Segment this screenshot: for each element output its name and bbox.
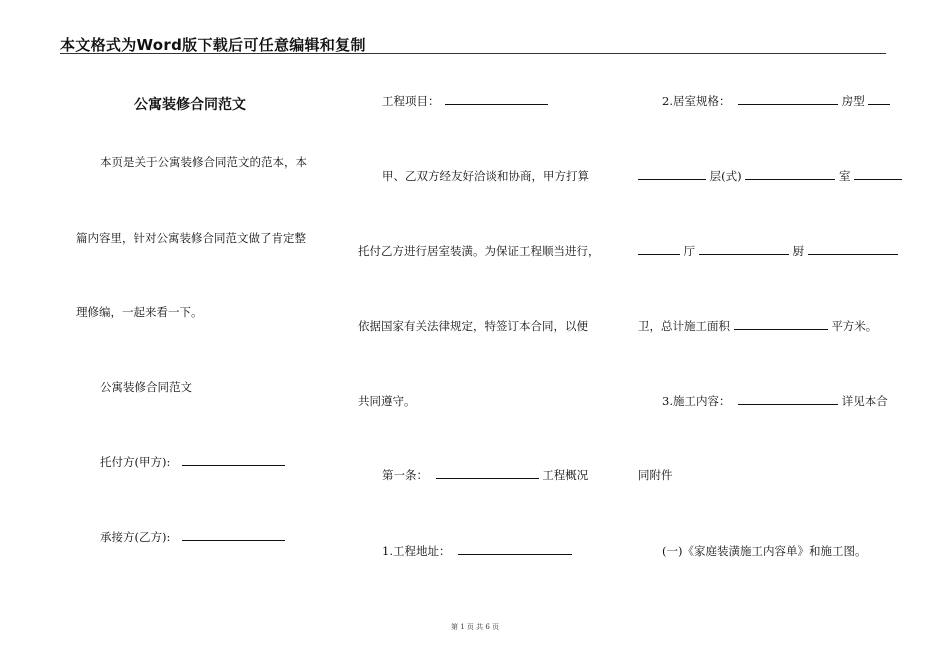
spec-label: 2.居室规格：: [662, 94, 731, 108]
kitchen-blank: [699, 243, 789, 255]
kitchen-tail-blank: [808, 243, 898, 255]
article-1-label: 第一条：: [382, 468, 428, 482]
preamble-line-1: 甲、乙双方经友好洽谈和协商，甲方打算: [382, 169, 589, 183]
address-blank: [458, 543, 572, 555]
content-field: [662, 393, 888, 409]
preamble-line-2: 托付乙方进行居室装潢。为保证工程顺当进行，: [358, 244, 600, 258]
floor-blank: [638, 168, 706, 180]
address-label: 1.工程地址：: [382, 544, 451, 558]
room-type-label: 房型: [841, 94, 865, 108]
room-type-blank: [868, 93, 890, 105]
spec-field: [662, 93, 890, 109]
content-note: 详见本合: [841, 394, 888, 408]
preamble-line-3: 依据国家有关法律规定，特签订本合同，以便: [358, 319, 588, 333]
kitchen-label: 厨: [792, 244, 804, 258]
document-header: 本文格式为Word版下载后可任意编辑和复制: [60, 36, 366, 54]
room-label: 室: [838, 169, 851, 183]
page-number: 第 1 页 共 6 页: [450, 623, 500, 631]
header-divider: [60, 53, 886, 54]
project-label: 工程项目：: [382, 94, 440, 108]
area-blank: [734, 318, 828, 330]
hall-label: 厅: [683, 244, 696, 258]
attachment-line: 同附件: [638, 468, 673, 482]
project-field: [382, 93, 548, 109]
intro-line-3: 理修编，一起来看一下。: [76, 305, 203, 319]
party-a-blank: [182, 454, 285, 466]
content-blank: [738, 393, 838, 405]
address-field: [382, 543, 572, 559]
area-label: 卫，总计施工面积: [638, 319, 730, 333]
document-title: 公寓装修合同范文: [134, 97, 246, 113]
attachment-list-item: (一)《家庭装潢施工内容单》和施工图。: [662, 544, 867, 558]
spec-blank: [738, 93, 838, 105]
room-blank: [745, 168, 835, 180]
hall-blank: [638, 243, 680, 255]
content-label: 3.施工内容：: [662, 394, 731, 408]
party-a-field: [100, 454, 285, 470]
room-tail-blank: [854, 168, 902, 180]
party-a-label: 托付方(甲方):: [100, 455, 171, 469]
intro-line-2: 篇内容里，针对公寓装修合同范文做了肯定整: [76, 231, 306, 245]
article-1-blank: [436, 467, 539, 479]
floor-label: 层(式): [709, 169, 742, 183]
party-b-field: [100, 529, 285, 545]
area-unit: 平方米。: [831, 319, 878, 333]
floor-room-field: [638, 168, 902, 184]
hall-kitchen-field: [638, 243, 898, 259]
party-b-label: 承接方(乙方):: [100, 530, 171, 544]
party-b-blank: [182, 529, 285, 541]
area-field: [638, 318, 877, 334]
article-1-heading: [382, 467, 588, 483]
article-1-title: 工程概况: [542, 468, 589, 482]
project-blank: [445, 93, 548, 105]
preamble-line-4: 共同遵守。: [358, 394, 416, 408]
intro-line-1: 本页是关于公寓装修合同范文的范本，本: [100, 155, 307, 169]
section-subtitle: 公寓装修合同范文: [100, 380, 192, 394]
